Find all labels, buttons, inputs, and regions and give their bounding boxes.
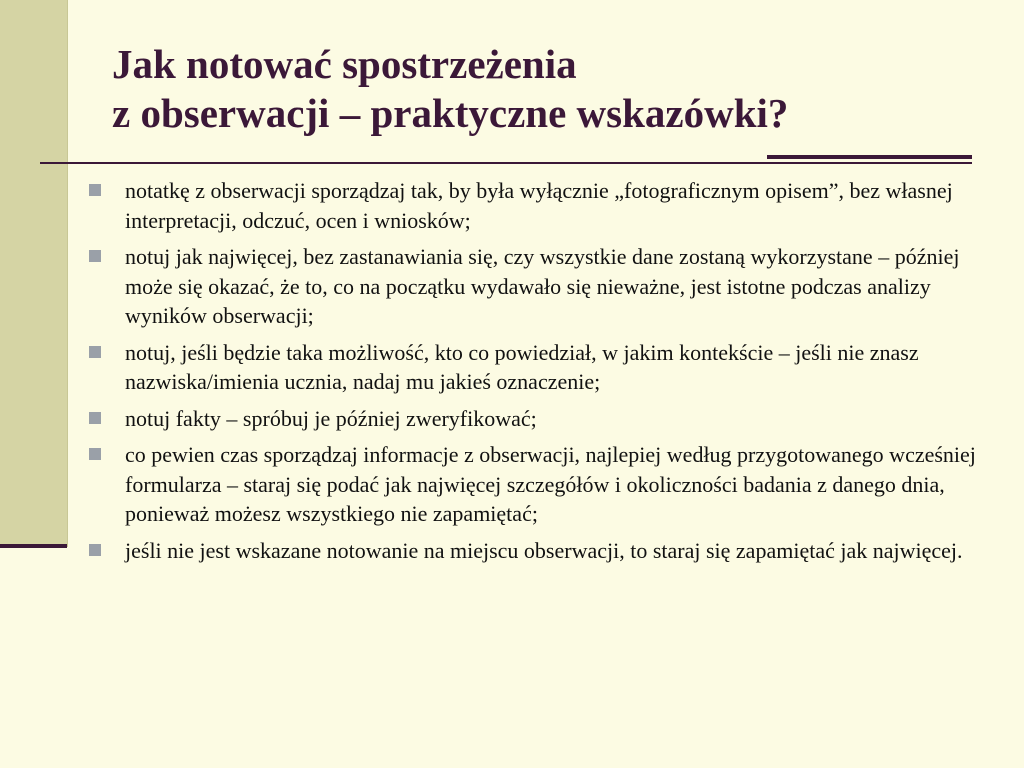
bullet-list [88, 176, 998, 572]
bullet-item [88, 440, 998, 529]
square-bullet-icon [89, 184, 101, 196]
square-bullet-icon [89, 250, 101, 262]
square-bullet-icon [89, 544, 101, 556]
bullet-text: co pewien czas sporządzaj informacje z obserwacji, najlepiej według przygotowanego wcześniej formularza – staraj się podać jak najwięcej szczegółów i okoliczności badania z danego dnia, ponieważ możesz wszystkiego nie zapamiętać; [125, 442, 976, 526]
title-underline-rule [40, 162, 972, 164]
bullet-text: jeśli nie jest wskazane notowanie na miejscu obserwacji, to staraj się zapamiętać jak najwięcej. [125, 537, 963, 563]
bullet-item [88, 404, 998, 434]
square-bullet-icon [89, 448, 101, 460]
bullet-item [88, 338, 998, 397]
side-band [0, 0, 68, 547]
side-band-divider [0, 544, 67, 548]
title-line-1: Jak notować spostrzeżenia [112, 41, 577, 87]
title-accent-rule [767, 155, 972, 159]
bullet-text: notuj jak najwięcej, bez zastanawiania się, czy wszystkie dane zostaną wykorzystane – później może się okazać, że to, co na początku wydawało się nieważne, jest istotne podczas analizy wyników obserwacji; [125, 244, 960, 328]
title-line-2: z obserwacji – praktyczne wskazówki? [112, 90, 789, 136]
square-bullet-icon [89, 346, 101, 358]
bullet-item [88, 242, 998, 331]
slide-title [112, 40, 1012, 138]
bullet-item [88, 536, 998, 566]
bullet-text: notatkę z obserwacji sporządzaj tak, by była wyłącznie „fotograficznym opisem”, bez własnej interpretacji, odczuć, ocen i wniosków; [125, 178, 953, 233]
bullet-text: notuj, jeśli będzie taka możliwość, kto co powiedział, w jakim kontekście – jeśli nie znasz nazwiska/imienia ucznia, nadaj mu jakieś oznaczenie; [125, 339, 919, 394]
bullet-item [88, 176, 998, 235]
bullet-text: notuj fakty – spróbuj je później zweryfikować; [125, 405, 537, 431]
square-bullet-icon [89, 412, 101, 424]
